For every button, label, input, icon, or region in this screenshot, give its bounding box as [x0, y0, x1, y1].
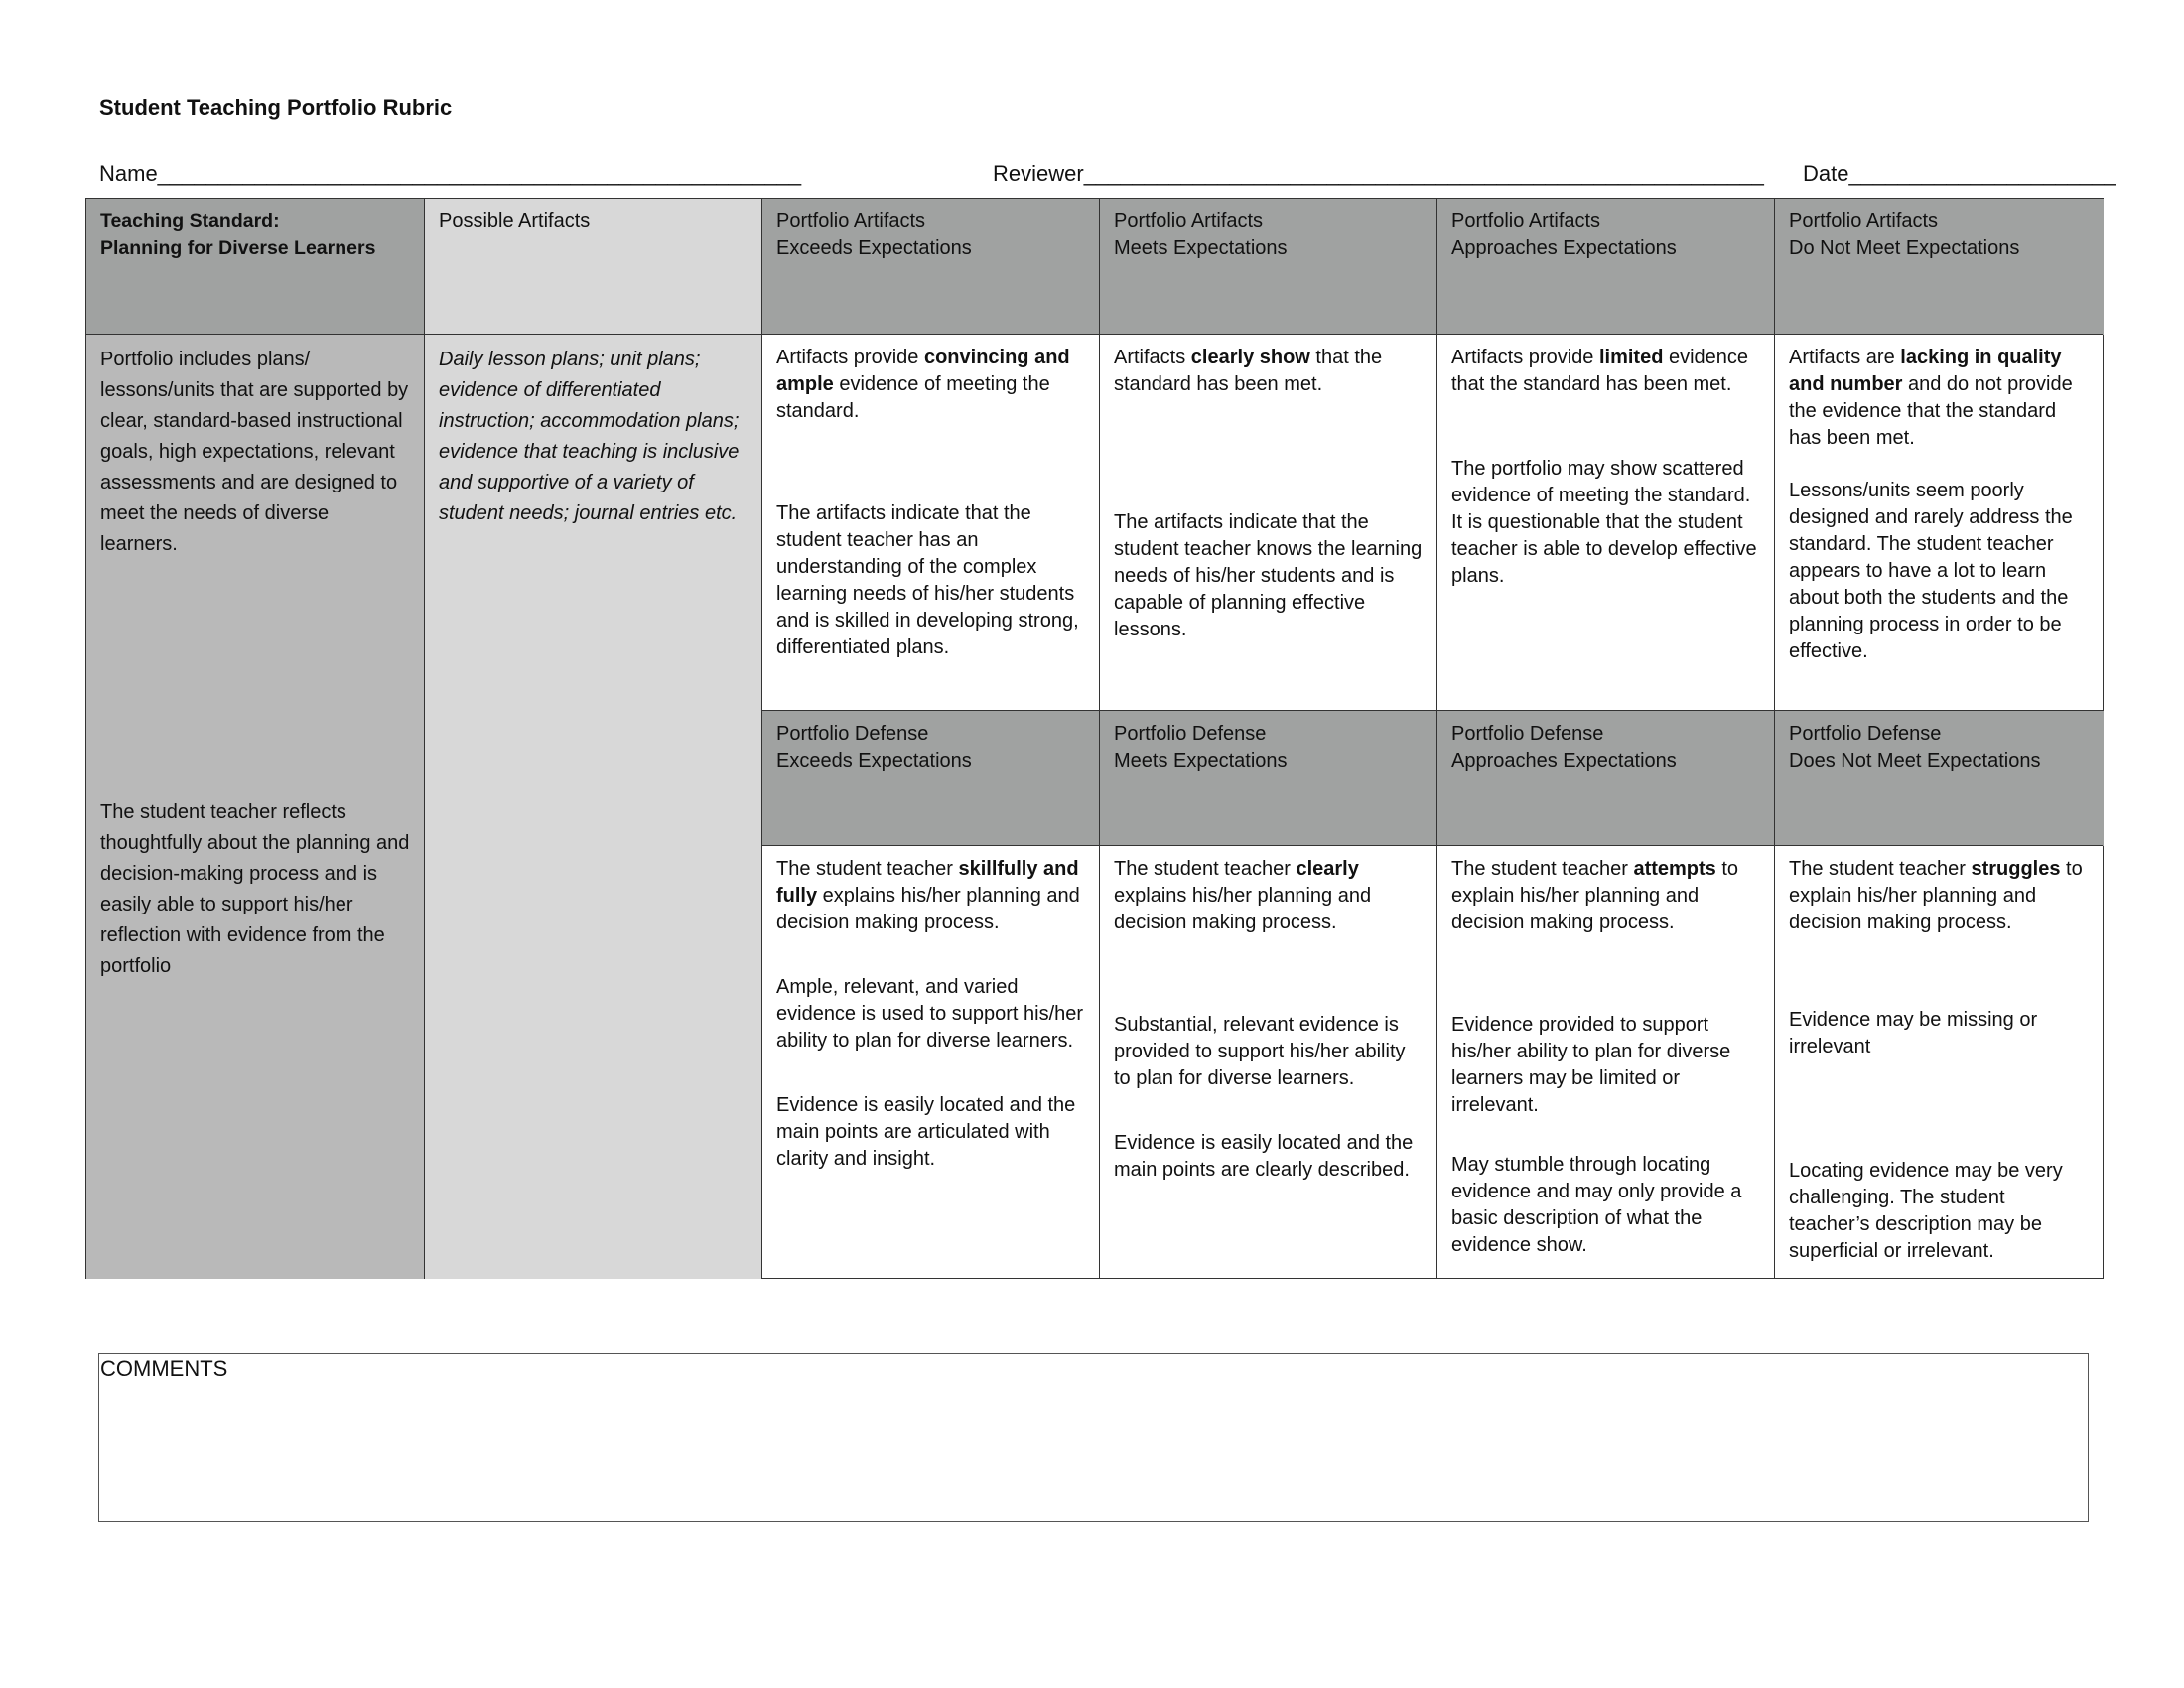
artifacts-meets-header [1100, 199, 1437, 335]
header-line: Portfolio Defense [776, 723, 929, 745]
standard-header-cell [86, 199, 425, 335]
cell-paragraph: Evidence may be missing or irrelevant [1789, 1009, 2038, 1057]
rubric-table [85, 198, 2104, 1279]
possible-artifacts-cell [425, 335, 762, 1279]
cell-paragraph: The student teacher clearly explains his/her planning and decision making process. [1114, 858, 1372, 933]
comments-box[interactable] [98, 1353, 2089, 1522]
standard-header-subtitle: Planning for Diverse Learners [100, 237, 376, 259]
cell-paragraph: Evidence is easily located and the main points are articulated with clarity and insight. [776, 1094, 1076, 1170]
row-divider [762, 845, 2103, 846]
header-level: Meets Expectations [1114, 237, 1288, 259]
artifacts-approaches-header [1437, 199, 1775, 335]
header-level: Exceeds Expectations [776, 750, 972, 772]
cell-paragraph: The student teacher skillfully and fully explains his/her planning and decision making process. [776, 858, 1080, 933]
possible-artifacts-text: Daily lesson plans; unit plans; evidence of differentiated instruction; accommodation plans; evidence that teaching is inclusive and supportive of a variety of student needs; journal entries etc. [439, 349, 740, 524]
defense-exceeds-cell [762, 846, 1100, 1279]
cell-paragraph: Substantial, relevant evidence is provided to support his/her ability to plan for diverse learners. [1114, 1014, 1406, 1089]
artifacts-meets-cell [1100, 335, 1437, 711]
cell-paragraph: The student teacher struggles to explain his/her planning and decision making process. [1789, 858, 2083, 933]
header-fields [99, 161, 2116, 191]
cell-paragraph: Artifacts clearly show that the standard has been met. [1114, 347, 1383, 395]
header-line: Portfolio Defense [1114, 723, 1267, 745]
cell-paragraph: Evidence provided to support his/her ability to plan for diverse learners may be limited or irrelevant. [1451, 1014, 1731, 1116]
reviewer-field[interactable]: Reviewer________________________________________________________ [993, 161, 1764, 186]
header-level: Approaches Expectations [1451, 750, 1677, 772]
artifacts-approaches-cell [1437, 335, 1775, 711]
comments-label: COMMENTS [100, 1356, 228, 1381]
cell-paragraph: Locating evidence may be very challenging. The student teacher’s description may be superficial or irrelevant. [1789, 1160, 2063, 1262]
defense-approaches-header [1437, 711, 1775, 846]
date-field[interactable]: Date______________________ [1803, 161, 2116, 186]
criteria-cell [86, 335, 425, 1279]
header-line: Portfolio Artifacts [1789, 211, 1939, 232]
header-line: Portfolio Artifacts [1451, 211, 1601, 232]
criterion-artifacts: Portfolio includes plans/ lessons/units that are supported by clear, standard-based instructional goals, high expectations, relevant assessments and are designed to meet the needs of diverse learners. [100, 349, 409, 555]
defense-meets-header [1100, 711, 1437, 846]
cell-paragraph: Artifacts are lacking in quality and number and do not provide the evidence that the standard has been met. [1789, 347, 2073, 449]
cell-paragraph: Artifacts provide limited evidence that the standard has been met. [1451, 347, 1749, 395]
defense-meets-cell [1100, 846, 1437, 1279]
header-line: Portfolio Artifacts [776, 211, 926, 232]
header-level: Approaches Expectations [1451, 237, 1677, 259]
row-divider [762, 710, 2103, 711]
page-title: Student Teaching Portfolio Rubric [99, 95, 453, 120]
artifacts-exceeds-cell [762, 335, 1100, 711]
header-level: Does Not Meet Expectations [1789, 750, 2041, 772]
defense-not-meet-header [1775, 711, 2104, 846]
cell-paragraph: Artifacts provide convincing and ample evidence of meeting the standard. [776, 347, 1070, 422]
artifacts-exceeds-header [762, 199, 1100, 335]
cell-paragraph: Lessons/units seem poorly designed and rarely address the standard. The student teacher appears to have a lot to learn about both the students and the planning process in order to be effective. [1789, 480, 2073, 662]
standard-header-title: Teaching Standard: [100, 211, 280, 232]
possible-artifacts-label: Possible Artifacts [439, 211, 591, 232]
possible-artifacts-header [425, 199, 762, 335]
artifacts-not-meet-cell [1775, 335, 2104, 711]
cell-paragraph: May stumble through locating evidence and may only provide a basic description of what the evidence show. [1451, 1154, 1742, 1256]
defense-approaches-cell [1437, 846, 1775, 1279]
header-level: Meets Expectations [1114, 750, 1288, 772]
cell-paragraph: Ample, relevant, and varied evidence is used to support his/her ability to plan for diverse learners. [776, 976, 1084, 1052]
header-line: Portfolio Defense [1451, 723, 1604, 745]
cell-paragraph: The student teacher attempts to explain his/her planning and decision making process. [1451, 858, 1739, 933]
header-line: Portfolio Defense [1789, 723, 1942, 745]
name-field[interactable]: Name_____________________________________________________ [99, 161, 802, 186]
header-level: Exceeds Expectations [776, 237, 972, 259]
cell-paragraph: The portfolio may show scattered evidence of meeting the standard. It is questionable that the student teacher is able to develop effective plans. [1451, 458, 1757, 587]
criterion-defense: The student teacher reflects thoughtfully about the planning and decision-making process and is easily able to support his/her reflection with evidence from the portfolio [100, 801, 410, 977]
defense-exceeds-header [762, 711, 1100, 846]
cell-paragraph: The artifacts indicate that the student teacher knows the learning needs of his/her students and is capable of planning effective lessons. [1114, 511, 1423, 640]
header-line: Portfolio Artifacts [1114, 211, 1264, 232]
cell-paragraph: The artifacts indicate that the student teacher has an understanding of the complex learning needs of his/her students and is skilled in developing strong, differentiated plans. [776, 502, 1079, 658]
defense-not-meet-cell [1775, 846, 2104, 1279]
header-level: Do Not Meet Expectations [1789, 237, 2020, 259]
artifacts-not-meet-header [1775, 199, 2104, 335]
row-divider [86, 334, 2103, 335]
cell-paragraph: Evidence is easily located and the main points are clearly described. [1114, 1132, 1414, 1181]
